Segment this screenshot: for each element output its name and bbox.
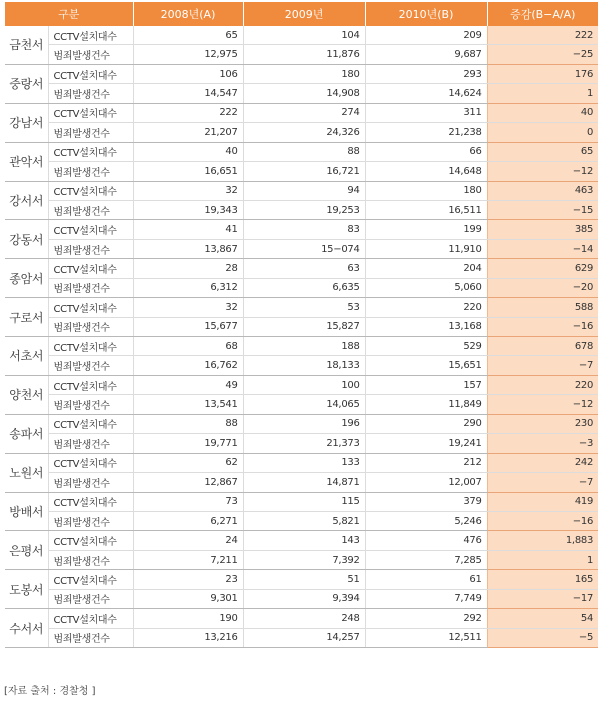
station-name: 중랑서 bbox=[5, 64, 48, 103]
table-row bbox=[5, 181, 598, 200]
table-row bbox=[5, 317, 598, 336]
table-row bbox=[5, 628, 598, 647]
row-label: 범죄발생건수 bbox=[48, 589, 133, 608]
table-row bbox=[5, 239, 598, 258]
value-2008: 106 bbox=[133, 64, 243, 83]
value-change: −5 bbox=[487, 628, 598, 647]
value-2009: 63 bbox=[243, 259, 365, 278]
value-2009: 100 bbox=[243, 375, 365, 394]
table-row bbox=[5, 45, 598, 64]
row-label: 범죄발생건수 bbox=[48, 278, 133, 297]
table-row bbox=[5, 375, 598, 394]
value-change: −16 bbox=[487, 511, 598, 530]
value-2009: 15−074 bbox=[243, 239, 365, 258]
value-2009: 196 bbox=[243, 414, 365, 433]
row-label: CCTV설치대수 bbox=[48, 103, 133, 122]
value-2008: 9,301 bbox=[133, 589, 243, 608]
table-row bbox=[5, 84, 598, 103]
value-2009: 14,257 bbox=[243, 628, 365, 647]
value-change: 678 bbox=[487, 337, 598, 356]
value-2008: 73 bbox=[133, 492, 243, 511]
table-row bbox=[5, 259, 598, 278]
value-2008: 16,651 bbox=[133, 162, 243, 181]
row-label: CCTV설치대수 bbox=[48, 492, 133, 511]
table-row bbox=[5, 278, 598, 297]
value-change: 385 bbox=[487, 220, 598, 239]
data-table-wrapper bbox=[5, 2, 598, 648]
station-name: 서초서 bbox=[5, 337, 48, 376]
station-name: 강남서 bbox=[5, 103, 48, 142]
value-2008: 41 bbox=[133, 220, 243, 239]
value-2009: 188 bbox=[243, 337, 365, 356]
value-change: 40 bbox=[487, 103, 598, 122]
value-2009: 14,871 bbox=[243, 473, 365, 492]
value-2008: 13,216 bbox=[133, 628, 243, 647]
value-2008: 21,207 bbox=[133, 123, 243, 142]
table-row bbox=[5, 414, 598, 433]
value-change: −25 bbox=[487, 45, 598, 64]
value-change: 165 bbox=[487, 570, 598, 589]
value-2010: 12,007 bbox=[365, 473, 487, 492]
station-name: 양천서 bbox=[5, 375, 48, 414]
value-2010: 212 bbox=[365, 453, 487, 472]
value-2010: 14,648 bbox=[365, 162, 487, 181]
station-name: 은평서 bbox=[5, 531, 48, 570]
header-2009: 2009년 bbox=[243, 2, 365, 26]
value-2010: 11,849 bbox=[365, 395, 487, 414]
table-row bbox=[5, 26, 598, 45]
row-label: 범죄발생건수 bbox=[48, 356, 133, 375]
value-2010: 220 bbox=[365, 298, 487, 317]
value-change: 0 bbox=[487, 123, 598, 142]
value-2008: 23 bbox=[133, 570, 243, 589]
value-2010: 16,511 bbox=[365, 200, 487, 219]
table-row bbox=[5, 434, 598, 453]
cctv-crime-table bbox=[5, 2, 598, 648]
value-2010: 5,060 bbox=[365, 278, 487, 297]
value-2008: 40 bbox=[133, 142, 243, 161]
table-row bbox=[5, 453, 598, 472]
row-label: 범죄발생건수 bbox=[48, 317, 133, 336]
value-2009: 53 bbox=[243, 298, 365, 317]
value-change: 220 bbox=[487, 375, 598, 394]
value-2010: 7,285 bbox=[365, 550, 487, 569]
value-2010: 14,624 bbox=[365, 84, 487, 103]
row-label: 범죄발생건수 bbox=[48, 511, 133, 530]
value-2009: 14,065 bbox=[243, 395, 365, 414]
value-2009: 15,827 bbox=[243, 317, 365, 336]
value-2009: 6,635 bbox=[243, 278, 365, 297]
table-row bbox=[5, 589, 598, 608]
row-label: CCTV설치대수 bbox=[48, 375, 133, 394]
value-2009: 11,876 bbox=[243, 45, 365, 64]
value-change: −20 bbox=[487, 278, 598, 297]
value-2008: 12,867 bbox=[133, 473, 243, 492]
value-2008: 190 bbox=[133, 609, 243, 628]
value-2009: 7,392 bbox=[243, 550, 365, 569]
row-label: CCTV설치대수 bbox=[48, 142, 133, 161]
value-2008: 62 bbox=[133, 453, 243, 472]
table-row bbox=[5, 473, 598, 492]
value-change: 588 bbox=[487, 298, 598, 317]
table-row bbox=[5, 162, 598, 181]
value-2009: 274 bbox=[243, 103, 365, 122]
value-change: 1 bbox=[487, 550, 598, 569]
value-2010: 13,168 bbox=[365, 317, 487, 336]
row-label: CCTV설치대수 bbox=[48, 259, 133, 278]
value-2009: 143 bbox=[243, 531, 365, 550]
value-2008: 13,867 bbox=[133, 239, 243, 258]
row-label: 범죄발생건수 bbox=[48, 84, 133, 103]
value-2010: 293 bbox=[365, 64, 487, 83]
table-row bbox=[5, 609, 598, 628]
table-row bbox=[5, 200, 598, 219]
value-2010: 21,238 bbox=[365, 123, 487, 142]
value-2008: 32 bbox=[133, 181, 243, 200]
table-row bbox=[5, 298, 598, 317]
table-row bbox=[5, 220, 598, 239]
table-row bbox=[5, 395, 598, 414]
value-2009: 248 bbox=[243, 609, 365, 628]
value-2010: 209 bbox=[365, 26, 487, 45]
value-2009: 16,721 bbox=[243, 162, 365, 181]
header-category: 구분 bbox=[5, 2, 133, 26]
row-label: 범죄발생건수 bbox=[48, 45, 133, 64]
value-change: −7 bbox=[487, 473, 598, 492]
value-2008: 222 bbox=[133, 103, 243, 122]
station-name: 도봉서 bbox=[5, 570, 48, 609]
value-2010: 379 bbox=[365, 492, 487, 511]
value-2008: 65 bbox=[133, 26, 243, 45]
value-2009: 21,373 bbox=[243, 434, 365, 453]
row-label: 범죄발생건수 bbox=[48, 473, 133, 492]
header-row bbox=[5, 2, 598, 26]
value-2010: 7,749 bbox=[365, 589, 487, 608]
header-2008: 2008년(A) bbox=[133, 2, 243, 26]
value-change: −7 bbox=[487, 356, 598, 375]
value-change: −17 bbox=[487, 589, 598, 608]
value-2010: 66 bbox=[365, 142, 487, 161]
value-2010: 19,241 bbox=[365, 434, 487, 453]
value-2008: 15,677 bbox=[133, 317, 243, 336]
table-row bbox=[5, 123, 598, 142]
row-label: CCTV설치대수 bbox=[48, 64, 133, 83]
value-change: 1 bbox=[487, 84, 598, 103]
value-2009: 18,133 bbox=[243, 356, 365, 375]
value-2010: 9,687 bbox=[365, 45, 487, 64]
value-change: 176 bbox=[487, 64, 598, 83]
table-row bbox=[5, 337, 598, 356]
value-change: 230 bbox=[487, 414, 598, 433]
value-2009: 19,253 bbox=[243, 200, 365, 219]
value-2008: 7,211 bbox=[133, 550, 243, 569]
table-row bbox=[5, 570, 598, 589]
value-2009: 9,394 bbox=[243, 589, 365, 608]
table-row bbox=[5, 511, 598, 530]
row-label: CCTV설치대수 bbox=[48, 531, 133, 550]
value-2010: 180 bbox=[365, 181, 487, 200]
value-2010: 529 bbox=[365, 337, 487, 356]
station-name: 종암서 bbox=[5, 259, 48, 298]
source-note: [자료 출처 : 경찰청 ] bbox=[4, 686, 96, 697]
value-2009: 5,821 bbox=[243, 511, 365, 530]
value-change: 65 bbox=[487, 142, 598, 161]
value-2010: 15,651 bbox=[365, 356, 487, 375]
station-name: 노원서 bbox=[5, 453, 48, 492]
value-2008: 13,541 bbox=[133, 395, 243, 414]
value-change: 463 bbox=[487, 181, 598, 200]
value-2009: 180 bbox=[243, 64, 365, 83]
value-change: −15 bbox=[487, 200, 598, 219]
value-2008: 6,312 bbox=[133, 278, 243, 297]
value-2008: 14,547 bbox=[133, 84, 243, 103]
value-2008: 68 bbox=[133, 337, 243, 356]
value-2009: 88 bbox=[243, 142, 365, 161]
value-2008: 28 bbox=[133, 259, 243, 278]
value-2010: 292 bbox=[365, 609, 487, 628]
value-change: −12 bbox=[487, 162, 598, 181]
station-name: 송파서 bbox=[5, 414, 48, 453]
row-label: 범죄발생건수 bbox=[48, 123, 133, 142]
row-label: CCTV설치대수 bbox=[48, 220, 133, 239]
row-label: CCTV설치대수 bbox=[48, 337, 133, 356]
row-label: CCTV설치대수 bbox=[48, 609, 133, 628]
value-change: 419 bbox=[487, 492, 598, 511]
row-label: 범죄발생건수 bbox=[48, 239, 133, 258]
station-name: 수서서 bbox=[5, 609, 48, 648]
value-2009: 94 bbox=[243, 181, 365, 200]
row-label: CCTV설치대수 bbox=[48, 26, 133, 45]
table-row bbox=[5, 531, 598, 550]
row-label: CCTV설치대수 bbox=[48, 570, 133, 589]
value-2010: 199 bbox=[365, 220, 487, 239]
station-name: 구로서 bbox=[5, 298, 48, 337]
value-2010: 5,246 bbox=[365, 511, 487, 530]
value-2010: 11,910 bbox=[365, 239, 487, 258]
value-change: 242 bbox=[487, 453, 598, 472]
value-change: 54 bbox=[487, 609, 598, 628]
table-row bbox=[5, 550, 598, 569]
value-2009: 83 bbox=[243, 220, 365, 239]
table-body bbox=[5, 26, 598, 648]
value-2008: 19,343 bbox=[133, 200, 243, 219]
row-label: CCTV설치대수 bbox=[48, 181, 133, 200]
value-change: −3 bbox=[487, 434, 598, 453]
value-2010: 311 bbox=[365, 103, 487, 122]
value-2010: 204 bbox=[365, 259, 487, 278]
value-2008: 12,975 bbox=[133, 45, 243, 64]
table-row bbox=[5, 142, 598, 161]
row-label: 범죄발생건수 bbox=[48, 434, 133, 453]
row-label: 범죄발생건수 bbox=[48, 550, 133, 569]
value-2010: 290 bbox=[365, 414, 487, 433]
station-name: 강서서 bbox=[5, 181, 48, 220]
value-2008: 6,271 bbox=[133, 511, 243, 530]
header-change: 증감(B−A/A) bbox=[487, 2, 598, 26]
station-name: 금천서 bbox=[5, 26, 48, 64]
row-label: CCTV설치대수 bbox=[48, 298, 133, 317]
value-2009: 115 bbox=[243, 492, 365, 511]
value-2008: 32 bbox=[133, 298, 243, 317]
value-2009: 14,908 bbox=[243, 84, 365, 103]
value-2008: 16,762 bbox=[133, 356, 243, 375]
row-label: CCTV설치대수 bbox=[48, 453, 133, 472]
value-2009: 133 bbox=[243, 453, 365, 472]
table-row bbox=[5, 356, 598, 375]
value-2010: 61 bbox=[365, 570, 487, 589]
value-2010: 12,511 bbox=[365, 628, 487, 647]
value-change: −12 bbox=[487, 395, 598, 414]
station-name: 강동서 bbox=[5, 220, 48, 259]
value-change: −14 bbox=[487, 239, 598, 258]
value-2010: 157 bbox=[365, 375, 487, 394]
header-2010: 2010년(B) bbox=[365, 2, 487, 26]
value-2010: 476 bbox=[365, 531, 487, 550]
table-row bbox=[5, 103, 598, 122]
value-2009: 104 bbox=[243, 26, 365, 45]
value-change: −16 bbox=[487, 317, 598, 336]
table-row bbox=[5, 492, 598, 511]
value-2008: 19,771 bbox=[133, 434, 243, 453]
value-2008: 24 bbox=[133, 531, 243, 550]
value-2009: 51 bbox=[243, 570, 365, 589]
station-name: 관악서 bbox=[5, 142, 48, 181]
row-label: 범죄발생건수 bbox=[48, 162, 133, 181]
value-change: 1,883 bbox=[487, 531, 598, 550]
row-label: 범죄발생건수 bbox=[48, 628, 133, 647]
value-change: 629 bbox=[487, 259, 598, 278]
value-2008: 88 bbox=[133, 414, 243, 433]
row-label: CCTV설치대수 bbox=[48, 414, 133, 433]
station-name: 방배서 bbox=[5, 492, 48, 531]
value-2009: 24,326 bbox=[243, 123, 365, 142]
value-2008: 49 bbox=[133, 375, 243, 394]
table-row bbox=[5, 64, 598, 83]
row-label: 범죄발생건수 bbox=[48, 395, 133, 414]
value-change: 222 bbox=[487, 26, 598, 45]
row-label: 범죄발생건수 bbox=[48, 200, 133, 219]
